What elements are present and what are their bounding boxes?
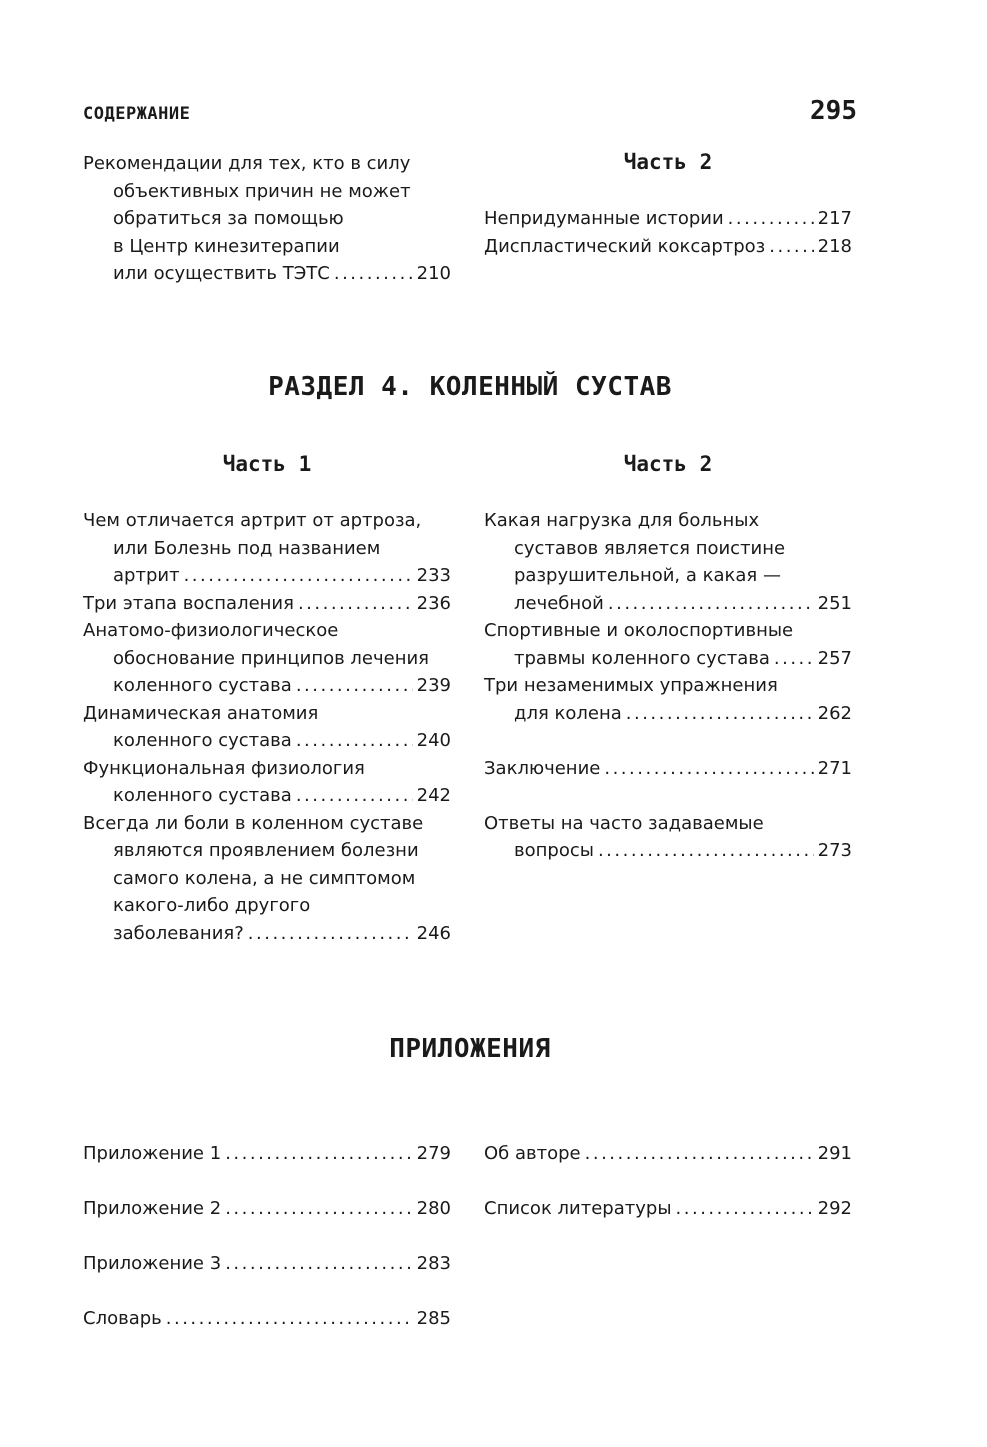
toc-page-number: 279 [416,1143,451,1164]
dot-leader [298,590,413,618]
toc-entry-title: Словарь [83,1308,162,1329]
toc-page-number: 236 [416,592,451,614]
toc-page-number: 262 [817,702,852,724]
toc-entry [484,617,852,672]
dot-leader [166,1305,413,1333]
toc-entry [83,507,451,590]
toc-entry-title: лечебной [514,592,604,614]
dot-leader [585,1140,814,1168]
dot-leader [296,727,413,755]
toc-entry-title: Приложение 2 [83,1198,222,1219]
section-4-title: РАЗДЕЛ 4. КОЛЕННЫЙ СУСТАВ [268,372,672,402]
toc-entry-title: Приложение 3 [83,1253,222,1274]
toc-entry-line: Всегда ли боли в коленном суставе [83,812,424,834]
toc-entry [83,700,451,755]
toc-entry [83,150,451,288]
toc-entry-line: обратиться за помощью [113,208,344,229]
dot-leader [676,1195,814,1223]
toc-entry-line: Рекомендации для тех, кто в силу [83,153,411,174]
toc-entry [83,617,451,700]
toc-entry-title: вопросы [514,840,594,861]
dot-leader [774,645,814,673]
toc-entry-line: объективных причин не может [113,180,411,202]
dot-leader [225,1250,412,1278]
toc-entry-line: Спортивные и околоспортивные [484,620,794,641]
toc-entry-title: заболевания? [113,922,244,944]
toc-page-number: 242 [416,785,451,806]
toc-list-top-right [484,205,852,260]
toc-entry-line: или Болезнь под названием [113,537,381,559]
toc-page-number: 271 [817,757,852,779]
toc-entry-title: Об авторе [484,1143,581,1164]
toc-entry-title: травмы коленного сустава [514,647,770,669]
toc-entry [83,1195,451,1223]
toc-entry-title: для колена [514,702,622,724]
toc-entry-title: Список литературы [484,1198,672,1219]
dot-leader [334,260,413,288]
toc-entry-line: Три незаменимых упражнения [484,675,778,696]
toc-page-number: 210 [416,263,451,284]
toc-entry [484,205,852,233]
toc-page-number: 280 [416,1198,451,1219]
dot-leader [225,1140,412,1168]
dot-leader [728,205,814,233]
toc-entry [484,233,852,261]
toc-entry-line: Анатомо-физиологическое [83,620,339,641]
toc-entry-line: в Центр кинезитерапии [113,235,340,257]
toc-list-appendix-left [83,1140,451,1333]
toc-entry-line: Ответы на часто задаваемые [484,812,764,834]
toc-entry [83,1250,451,1278]
toc-entry [83,1140,451,1168]
toc-entry-line: являются проявлением болезни [113,840,419,861]
dot-leader [184,562,413,590]
part2-heading: Часть 2 [623,452,713,476]
toc-entry [484,507,852,617]
running-head: СОДЕРЖАНИЕ [83,104,191,124]
toc-page-number: 283 [416,1253,451,1274]
toc-entry [83,1305,451,1333]
toc-page-number: 291 [817,1143,852,1164]
toc-entry-line: обоснование принципов лечения [113,647,430,669]
toc-entry-title: коленного сустава [113,730,292,751]
dot-leader [225,1195,412,1223]
appendix-title: ПРИЛОЖЕНИЯ [389,1034,551,1064]
toc-entry [83,755,451,810]
toc-entry [83,810,451,948]
toc-entry-title: Три этапа воспаления [83,592,294,614]
toc-entry-title: Непридуманные истории [484,208,724,229]
toc-page-number: 217 [817,208,852,229]
dot-leader [769,233,813,261]
toc-entry [484,1140,852,1168]
toc-entry-title: Заключение [484,757,601,779]
toc-entry-line: Какая нагрузка для больных [484,510,760,531]
toc-page-number: 246 [416,922,451,944]
toc-list-part1 [83,507,451,947]
toc-entry-line: Динамическая анатомия [83,702,319,724]
dot-leader [296,782,413,810]
dot-leader [598,837,814,865]
toc-entry-line: разрушительной, а какая — [514,565,781,586]
toc-entry-title: Диспластический коксартроз [484,235,766,257]
dot-leader [296,672,413,700]
toc-page-number: 239 [416,675,451,696]
toc-entry-title: артрит [113,565,180,586]
toc-entry-line: Функциональная физиология [83,757,365,779]
toc-page-number: 257 [817,647,852,669]
toc-list-part2 [484,507,852,865]
toc-entry-title: коленного сустава [113,785,292,806]
toc-page-number: 233 [416,565,451,586]
toc-page-number: 285 [416,1308,451,1329]
toc-page-number: 240 [416,730,451,751]
toc-entry-line: самого колена, а не симптомом [113,867,416,889]
part2-heading-top: Часть 2 [623,150,713,174]
toc-entry-title: или осуществить ТЭТС [113,263,330,284]
toc-entry [484,755,852,783]
toc-entry-title: Приложение 1 [83,1143,222,1164]
toc-page-number: 218 [817,235,852,257]
toc-entry-line: какого-либо другого [113,895,311,916]
toc-entry [484,1195,852,1223]
toc-list-appendix-right [484,1140,852,1223]
toc-page-number: 292 [817,1198,852,1219]
dot-leader [626,700,814,728]
toc-entry-title: коленного сустава [113,675,292,696]
page-number: 295 [810,96,857,126]
part1-heading: Часть 1 [222,452,312,476]
toc-list-top-left [83,150,451,288]
toc-page-number: 273 [817,840,852,861]
toc-entry [83,590,451,618]
dot-leader [608,590,814,618]
toc-entry [484,672,852,727]
dot-leader [248,920,413,948]
dot-leader [604,755,813,783]
toc-entry-line: суставов является поистине [514,537,786,559]
toc-entry [484,810,852,865]
toc-entry-line: Чем отличается артрит от артроза, [83,510,422,531]
toc-page-number: 251 [817,592,852,614]
